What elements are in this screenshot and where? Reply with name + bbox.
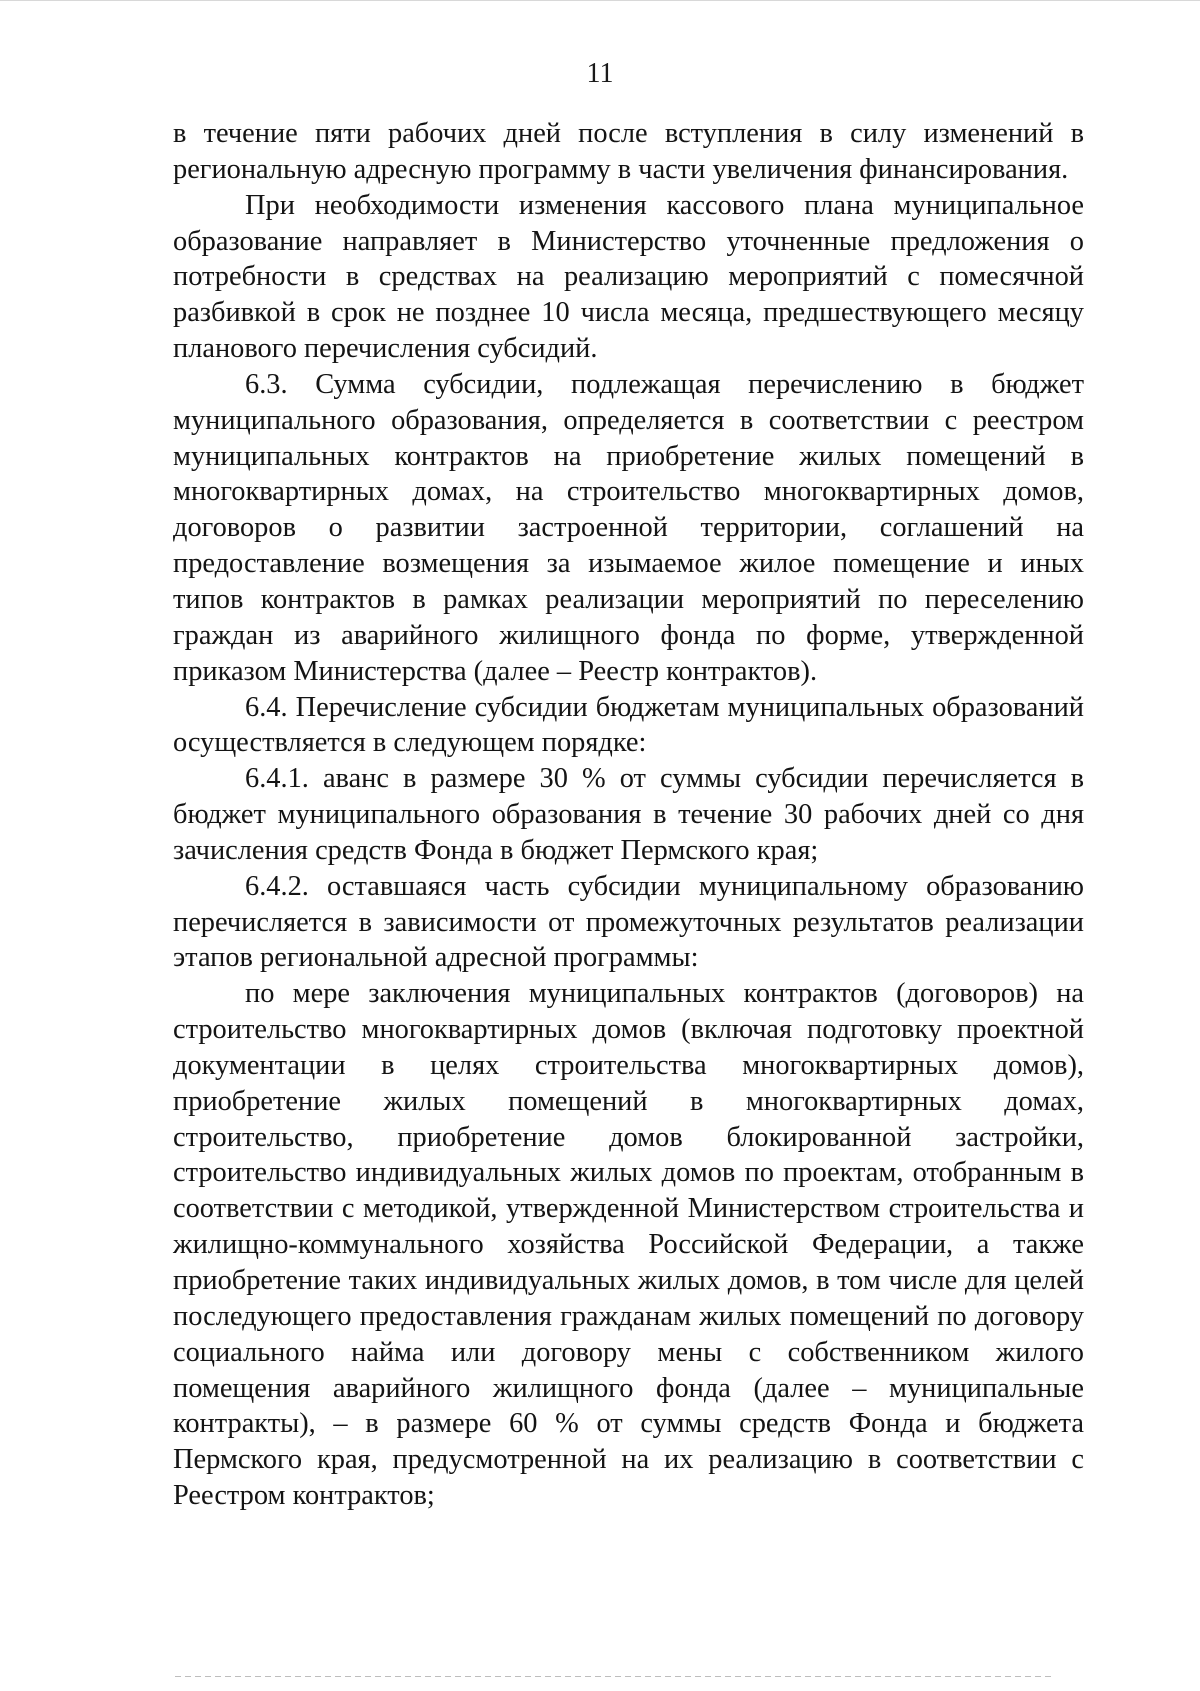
paragraph-6-3: 6.3. Сумма субсидии, подлежащая перечислению в бюджет муниципального образования, определяется в соответствии с реестром муниципальных контрактов на приобретение жилых помещений в многоквартирных домах, на строительство многоквартирных домов, договоров о развитии застроенной территории, соглашений на предоставление возмещения за изымаемое жилое помещение и иных типов контрактов в рамках реализации мероприятий по переселению граждан из аварийного жилищного фонда по форме, утвержденной приказом Министерства (далее – Реестр контрактов). xyxy=(173,368,1084,687)
scan-top-edge xyxy=(0,0,1200,1)
page-number: 11 xyxy=(586,58,614,89)
document-body xyxy=(173,116,1084,1514)
scan-bottom-edge xyxy=(175,1676,1055,1677)
paragraph-6-4: 6.4. Перечисление субсидии бюджетам муниципальных образований осуществляется в следующем порядке: xyxy=(173,691,1084,759)
paragraph-cash-plan: При необходимости изменения кассового плана муниципальное образование направляет в Министерство уточненные предложения о потребности в средствах на реализацию мероприятий с помесячной разбивкой в срок не позднее 10 числа месяца, предшествующего месяцу планового перечисления субсидий. xyxy=(173,189,1084,365)
paragraph-6-4-2: 6.4.2. оставшаяся часть субсидии муниципальному образованию перечисляется в зависимости от промежуточных результатов реализации этапов региональной адресной программы: xyxy=(173,870,1084,974)
paragraph-continuation: в течение пяти рабочих дней после вступления в силу изменений в региональную адресную программу в части увеличения финансирования. xyxy=(173,118,1084,185)
paragraph-contracts: по мере заключения муниципальных контрактов (договоров) на строительство многоквартирных домов (включая подготовку проектной документации в целях строительства многоквартирных домов), приобретение жилых помещений в многоквартирных домах, строительство, приобретение домов блокированной застройки, строительство индивидуальных жилых домов по проектам, отобранным в соответствии с методикой, утвержденной Министерством строительства и жилищно-коммунального хозяйства Российской Федерации, а также приобретение таких индивидуальных жилых домов, в том числе для целей последующего предоставления гражданам жилых помещений по договору социального найма или договору мены с собственником жилого помещения аварийного жилищного фонда (далее – муниципальные контракты), – в размере 60 % от суммы средств Фонда и бюджета Пермского края, предусмотренной на их реализацию в соответствии с Реестром контрактов; xyxy=(173,978,1084,1512)
paragraph-6-4-1: 6.4.1. аванс в размере 30 % от суммы субсидии перечисляется в бюджет муниципального образования в течение 30 рабочих дней со дня зачисления средств Фонда в бюджет Пермского края; xyxy=(173,763,1084,866)
